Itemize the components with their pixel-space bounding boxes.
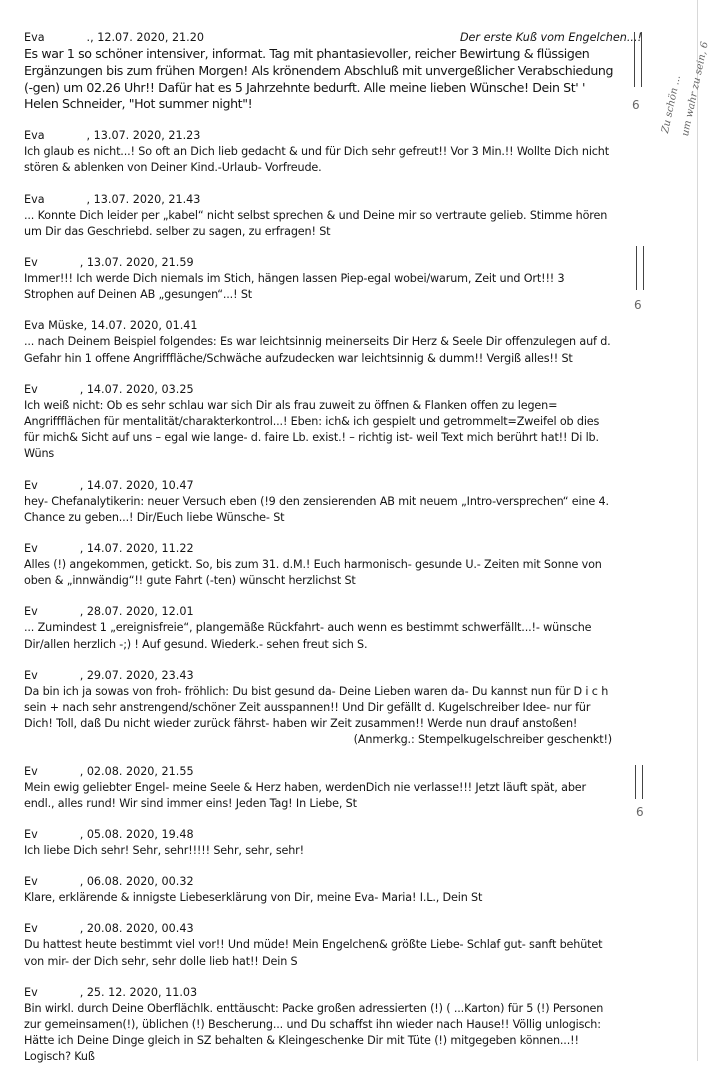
entry-body: Du hattest heute bestimmt viel vor!! Und müde! Mein Engelchen& größte Liebe- Schlaf gut- sanft behütet von mir- der Dich sehr, sehr dolle lieb hat!! Dein S — [24, 938, 603, 968]
entry-header — [24, 192, 614, 208]
message-log — [24, 30, 642, 1081]
entry-annotation: (Anmerkg.: Stempelkugelschreiber geschenkt!) — [353, 733, 612, 747]
entry-note-row — [24, 732, 614, 748]
entry-header — [24, 668, 614, 684]
sender-name: Ev — [24, 605, 38, 619]
message-entry — [24, 192, 614, 240]
entry-header — [24, 478, 614, 494]
message-entry — [24, 874, 614, 906]
entry-body: Ich glaub es nicht...! So oft an Dich lieb gedacht & und für Dich sehr gefreut!! Vor 3 Min.!! Wollte Dich nicht stören & ablenken von Deiner Kind.-Urlaub- Vorfreude. — [24, 145, 609, 175]
entry-datetime: , 25. 12. 2020, 11.03 — [79, 985, 198, 999]
sender-name: Eva — [24, 129, 45, 143]
entry-datetime: , 14.07. 2020, 10.47 — [79, 478, 194, 492]
entry-body: Es war 1 so schöner intensiver, informat. Tag mit phantasievoller, reicher Bewirtung & flüssigen Ergänzungen bis zum frühen Morgen! Als krönendem Abschluß mit unvergeßlicher Verabschiedung (-gen) um 02.26 Uhr!! Dafür hat es 5 Jahrzehnte bedurft. Alle meine lieben Wünsche! Dein St' ' Helen Schneider, "Hot summer night"! — [24, 46, 614, 112]
message-entry — [24, 30, 642, 113]
margin-mark-label: 6 — [632, 98, 640, 112]
message-entry — [24, 478, 614, 526]
entry-body: ... Zumindest 1 „ereignisfreie“, plangemäße Rückfahrt- auch wenn es bestimmt schwerfällt...!- wünsche Dir/allen herzlich -;) ! Auf gesund. Wiederk.- sehen freut sich S. — [24, 621, 592, 651]
entry-datetime: , 02.08. 2020, 21.55 — [79, 764, 194, 778]
entry-header — [24, 764, 614, 780]
sender-name: Ev — [24, 922, 38, 936]
entry-body: Bin wirkl. durch Deine Oberflächlk. enttäuscht: Packe großen adressierten (!) ( ...Karton) für 5 (!) Personen zur gemeinsamen(!), üblichen (!) Bescherung... und Du schaffst ihn wieder nach Hause!! Völlig unlogisch: Hätte ich Deine Dinge gleich in SZ behalten & Kleingeschenke Dir mit Tüte (!) mitgegeben können...!! Logisch? Kuß — [24, 1001, 604, 1064]
entry-datetime: , 13.07. 2020, 21.43 — [86, 192, 201, 206]
sender-name: Ev — [24, 382, 38, 396]
sender-name: Ev — [24, 875, 38, 889]
entry-header — [24, 318, 614, 334]
entry-body: Ich weiß nicht: Ob es sehr schlau war sich Dir als frau zuweit zu öffnen & Flanken offen zu legen= Angriffflächen für mentalität/charakterkontrol...! Eben: ich& ich gespielt und getrommelt=Zweifel ob dies für mich& Sicht auf uns – egal wie lange- d. faire Lb. exist.! – richtig ist- weil Text mich berührt hat!! Di lb. Wüns — [24, 398, 600, 461]
sender-name: Ev — [24, 668, 38, 682]
message-entry — [24, 764, 614, 812]
entry-body: hey- Chefanalytikerin: neuer Versuch eben (!9 den zensierenden AB mit neuem „Intro-versprechen“ eine 4. Chance zu geben...! Dir/Euch liebe Wünsche- St — [24, 494, 609, 524]
entry-header — [24, 985, 614, 1001]
entry-datetime: ., 12.07. 2020, 21.20 — [86, 31, 204, 44]
entry-header — [24, 30, 642, 46]
entry-header — [24, 382, 614, 398]
entry-datetime: , 14.07. 2020, 01.41 — [83, 319, 198, 333]
entry-datetime: , 14.07. 2020, 11.22 — [79, 542, 194, 556]
sender-name: Eva — [24, 192, 45, 206]
sender-name: Ev — [24, 478, 38, 492]
entry-header — [24, 827, 614, 843]
entry-body: Ich liebe Dich sehr! Sehr, sehr!!!!! Sehr, sehr, sehr! — [24, 844, 304, 858]
sender-name: Ev — [24, 764, 38, 778]
sender-name: Ev — [24, 985, 38, 999]
margin-bracket-mark — [635, 765, 643, 799]
entry-header — [24, 541, 614, 557]
entry-datetime: , 20.08. 2020, 00.43 — [79, 922, 194, 936]
margin-bracket-mark — [634, 32, 642, 87]
entry-body: ... nach Deinem Beispiel folgendes: Es war leichtsinnig meinerseits Dir Herz & Seele Dir offenzulegen auf d. Gefahr hin 1 offene Angrifffläche/Schwäche aufzudecken war leichtsinnig & dumm!! Vergiß alles!! St — [24, 335, 611, 365]
entry-header — [24, 255, 614, 271]
message-entry — [24, 985, 614, 1066]
message-entry — [24, 604, 614, 652]
sender-name: Eva — [24, 31, 45, 44]
entry-datetime: , 29.07. 2020, 23.43 — [79, 668, 194, 682]
page-edge — [697, 0, 698, 1061]
entry-datetime: , 13.07. 2020, 21.59 — [79, 256, 194, 269]
margin-bracket-mark — [636, 246, 644, 290]
message-entry — [24, 382, 614, 463]
entry-datetime: , 13.07. 2020, 21.23 — [86, 129, 201, 143]
entry-body: Mein ewig geliebter Engel- meine Seele & Herz haben, werdenDich nie verlasse!!! Jetzt läuft spät, aber endl., alles rund! Wir sind immer eins! Jeden Tag! In Liebe, St — [24, 780, 586, 810]
sender-name: Ev — [24, 256, 38, 269]
entry-body: Alles (!) angekommen, getickt. So, bis zum 31. d.M.! Euch harmonisch- gesunde U.- Zeiten mit Sonne von oben & „innwändig“!! gute Fahrt (-ten) wünscht herzlichst St — [24, 558, 602, 588]
entry-body: Da bin ich ja sowas von froh- fröhlich: Du bist gesund da- Deine Lieben waren da- Du kannst nun für D i c h sein + nach sehr anstrengend/schöner Zeit ausspannen!! Und Dir gefällt d. Kugelschreiber Idee- nur für Dich! Toll, daß Du nicht wieder zurück fährst- haben wir Zeit zusammen!! Werde nun drauf anstoßen! — [24, 684, 609, 731]
sender-name: Eva Müske — [24, 319, 84, 333]
message-entry — [24, 318, 614, 366]
message-entry — [24, 921, 614, 969]
entry-header — [24, 874, 614, 890]
entry-header — [24, 921, 614, 937]
entry-title: Der erste Kuß vom Engelchen...! — [459, 31, 642, 44]
handwritten-margin-note: Zu schön ... — [660, 74, 684, 135]
entry-body: ... Konnte Dich leider per „kabel“ nicht selbst sprechen & und Deine mir so vertraute gelieb. Stimme hören um Dir das Geschriebd. selber zu sagen, zu erfragen! St — [24, 208, 608, 238]
entry-body: Immer!!! Ich werde Dich niemals im Stich, hängen lassen Piep-egal wobei/warum, Zeit und Ort!!! 3 Strophen auf Deinen AB „gesungen“...! St — [24, 272, 565, 302]
message-entry — [24, 541, 614, 589]
sender-name: Ev — [24, 542, 38, 556]
message-entry — [24, 255, 614, 303]
margin-mark-label: 6 — [636, 805, 644, 819]
entry-body: Klare, erklärende & innigste Liebeserklärung von Dir, meine Eva- Maria! I.L., Dein St — [24, 891, 483, 905]
entry-header — [24, 604, 614, 620]
entry-datetime: , 28.07. 2020, 12.01 — [79, 605, 194, 619]
sender-name: Ev — [24, 828, 38, 842]
entry-header — [24, 128, 614, 144]
message-entry — [24, 827, 614, 859]
entry-datetime: , 06.08. 2020, 00.32 — [79, 875, 194, 889]
handwritten-margin-note: um wahr zu sein, 6 — [680, 40, 711, 138]
message-entry — [24, 668, 614, 749]
message-entry — [24, 128, 614, 176]
entry-datetime: , 14.07. 2020, 03.25 — [79, 382, 194, 396]
entry-datetime: , 05.08. 2020, 19.48 — [79, 828, 194, 842]
margin-mark-label: 6 — [634, 298, 642, 312]
